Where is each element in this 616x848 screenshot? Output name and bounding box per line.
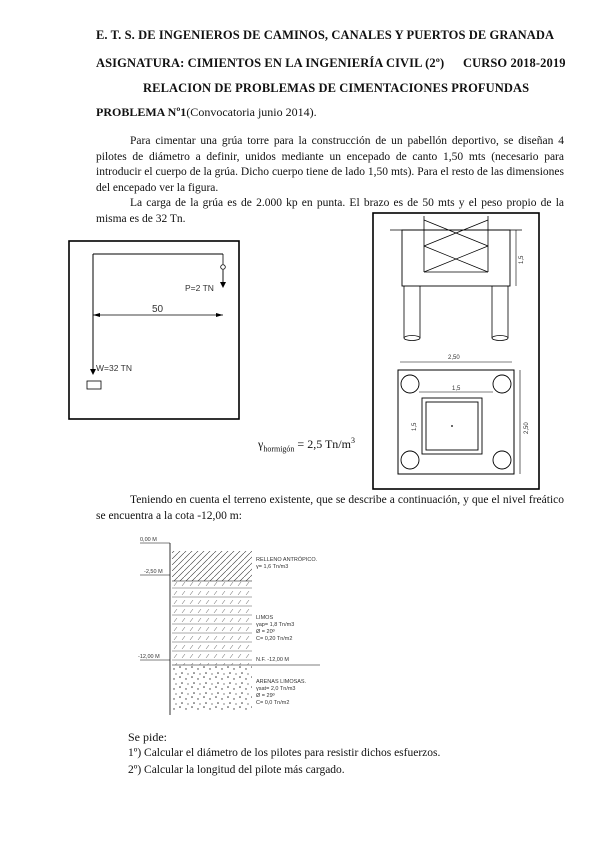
fill-layer [172,551,252,581]
paragraph-1: Para cimentar una grúa torre para la construcción de un pabellón deportivo, se diseñan 4 pilotes de diámetro a definir, unidos mediante un encepado de canto 1,50 mts (necesario para introducir el cuerpo de la grúa. Dicho cuerpo tiene de lado 1,50 mts). Para el resto de las dimensiones del encepado ver la figura. [96,135,564,194]
crane-figure [68,240,240,420]
height-label: 2,50 [524,422,530,434]
density-exponent: 3 [350,436,355,445]
inner-width-label: 1,5 [452,386,461,392]
problem-call: (Convocatoria junio 2014). [186,105,317,119]
level-2: -12,00 M [138,654,160,660]
layer-3-line-2: γsat= 2,0 Tn/m3 [256,686,296,692]
level-1: -2,50 M [144,569,163,575]
density-value: = 2,5 Tn/m [294,437,351,451]
gamma-subscript: hormigón [263,444,295,454]
inner-height-label: 1,5 [412,422,418,431]
layer-3-line-3: Ø = 29º [256,693,275,699]
level-0: 0,00 M [140,537,157,543]
school-title: E. T. S. DE INGENIEROS DE CAMINOS, CANALES Y PUERTOS DE GRANADA [96,28,555,42]
load-label: P=2 TN [185,283,214,293]
problem-label: PROBLEMA Nº1 [96,105,187,119]
course-label: CURSO 2018-2019 [463,56,566,70]
silt-layer [172,581,252,665]
layer-1-line-1: RELLENO ANTRÓPICO. [256,557,318,563]
arm-label: 50 [152,304,164,315]
depth-label: 1,5 [519,255,525,264]
question-2: 2º) Calcular la longitud del pilote más cargado. [128,764,345,776]
soil-profile [130,535,330,720]
counterweight-box [87,381,101,389]
layer-2-line-2: γap= 1,8 Tn/m3 [256,622,295,628]
sand-layer [172,666,252,710]
weight-label: W=32 TN [96,363,132,373]
paragraph-2: La carga de la grúa es de 2.000 kp en punta. El brazo es de 50 mts y el peso propio de la misma es de 32 Tn. [96,197,564,225]
layer-1-line-2: γ= 1,6 Tn/m3 [256,564,289,570]
paragraph-3: Teniendo en cuenta el terreno existente, que se describe a continuación, y que el nivel freático se encuentra a la cota -12,00 m: [96,494,564,522]
document-title: RELACION DE PROBLEMAS DE CIMENTACIONES PROFUNDAS [143,81,530,95]
pile-figure [372,212,540,490]
questions-intro: Se pide: [128,730,167,744]
gamma-symbol: γ [258,437,264,451]
layer-3-line-4: C= 0,0 Tn/m2 [256,700,290,706]
layer-2-line-3: Ø = 20º [256,629,275,635]
width-label: 2,50 [448,355,460,361]
layer-3-line-1: ARENAS LIMOSAS. [256,679,307,685]
subject-title: ASIGNATURA: CIMIENTOS EN LA INGENIERÍA CIVIL (2º) [96,56,445,70]
concrete-density [258,436,355,453]
layer-2-line-1: LIMOS [256,615,274,621]
question-1: 1º) Calcular el diámetro de los pilotes para resistir dichos esfuerzos. [128,747,441,759]
layer-2-line-4: C= 0,20 Tn/m2 [256,636,293,642]
problem-heading [96,105,317,120]
water-table-label: N.F. -12,00 M [256,657,290,663]
